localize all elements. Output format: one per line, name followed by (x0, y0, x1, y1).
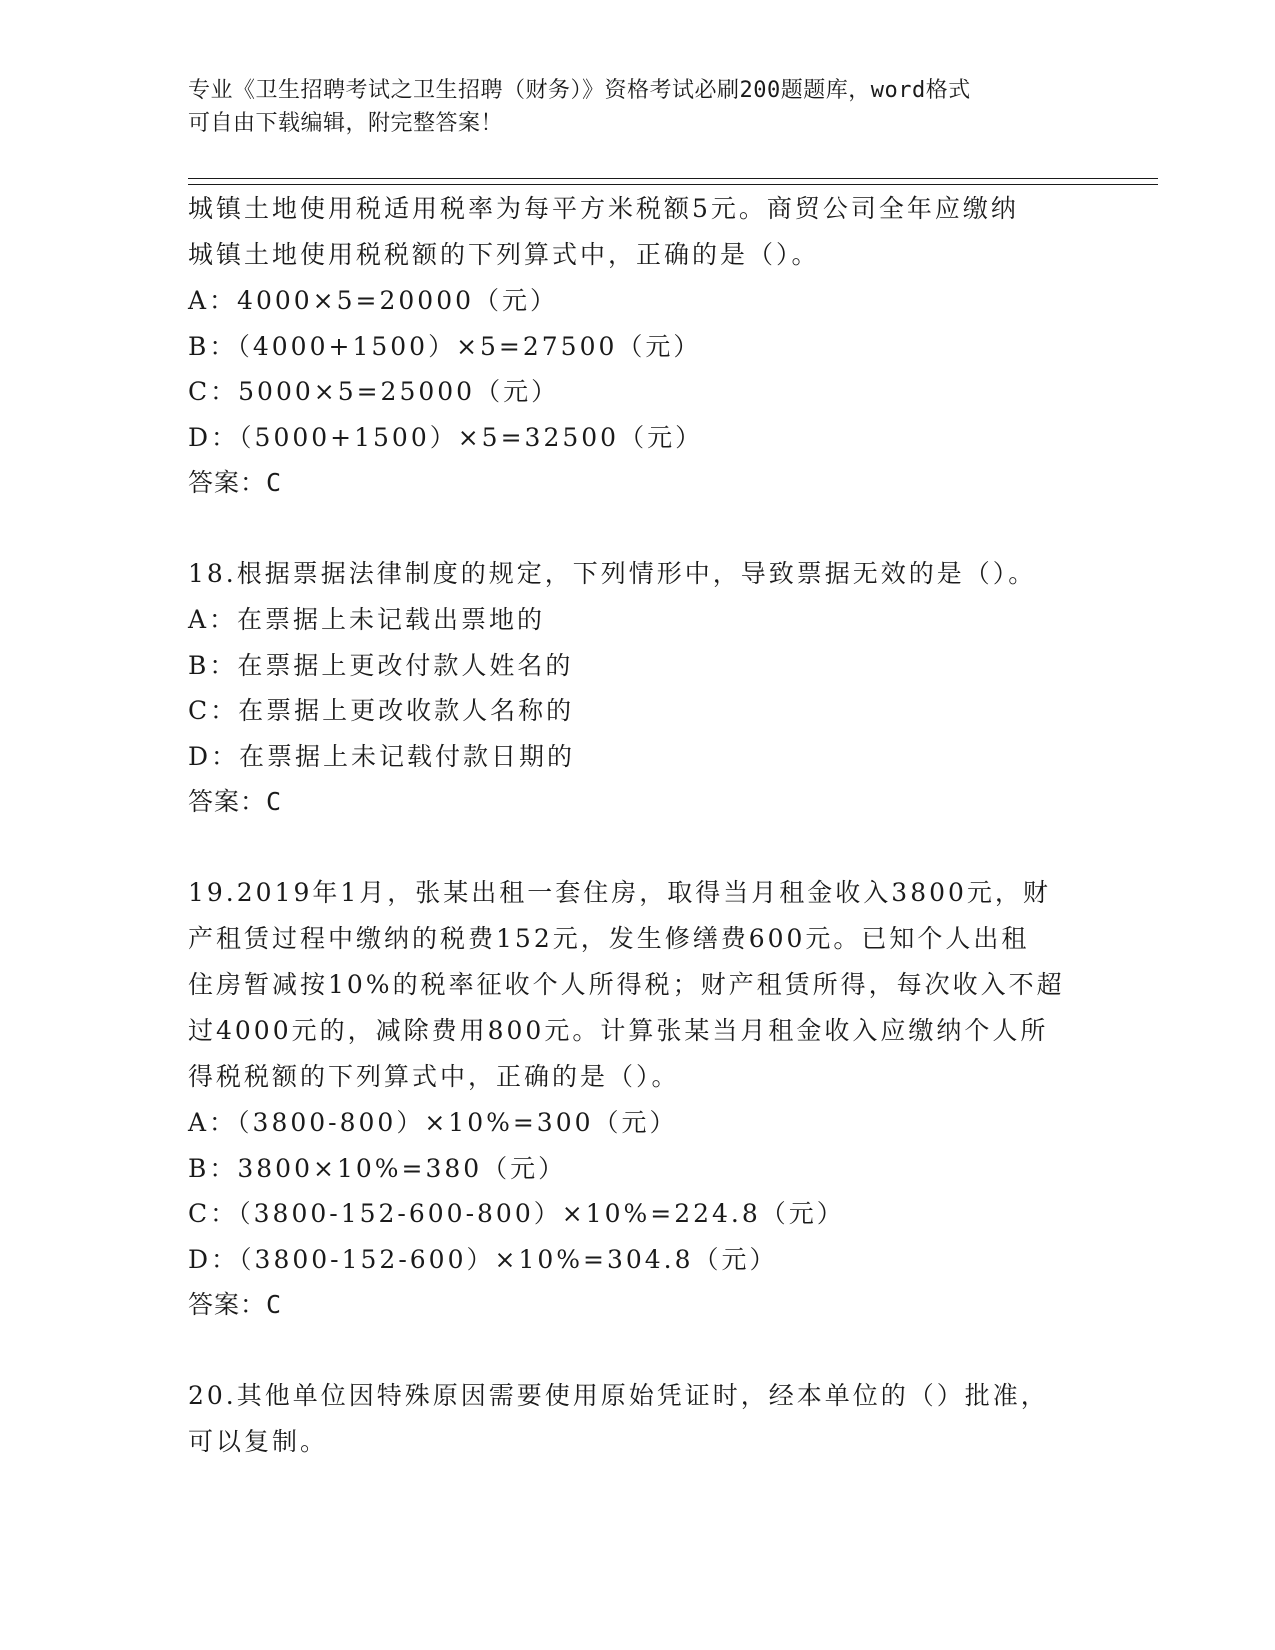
answer-line: 答案：C (188, 787, 283, 816)
option-b: B：在票据上更改付款人姓名的 (188, 650, 574, 680)
header-title-line-1: 专业《卫生招聘考试之卫生招聘（财务）》资格考试必刷200题题库，word格式 (188, 78, 971, 103)
option-b: B：3800×10%=380（元） (188, 1153, 567, 1183)
question-18 (188, 551, 1088, 825)
question-stem-line: 过4000元的，减除费用800元。计算张某当月租金收入应缴纳个人所 (188, 1016, 1049, 1045)
question-stem-line: 住房暂减按10%的税率征收个人所得税；财产租赁所得，每次收入不超 (188, 970, 1065, 999)
option-d: D：在票据上未记载付款日期的 (188, 741, 576, 771)
option-c: C：在票据上更改收款人名称的 (188, 696, 575, 725)
option-a: A：在票据上未记载出票地的 (188, 605, 546, 634)
question-stem-line: 可以复制。 (188, 1427, 329, 1456)
option-d: D：（5000+1500）×5=32500（元） (188, 422, 704, 452)
option-c: C：（3800-152-600-800）×10%=224.8（元） (188, 1199, 845, 1228)
question-17 (188, 186, 1088, 506)
header-divider-top (188, 178, 1158, 179)
header-divider-bottom (188, 184, 1158, 185)
question-stem-line: 城镇土地使用税税额的下列算式中，正确的是（）。 (188, 240, 820, 269)
answer-line: 答案：C (188, 1290, 283, 1319)
option-a: A：4000×5=20000（元） (188, 286, 559, 315)
question-spacer (188, 506, 1088, 551)
question-spacer (188, 1328, 1088, 1373)
question-19 (188, 870, 1088, 1328)
option-b: B：（4000+1500）×5=27500（元） (188, 331, 702, 361)
question-stem-line: 城镇土地使用税适用税率为每平方米税额5元。商贸公司全年应缴纳 (188, 194, 1019, 223)
header-title-line-2: 可自由下载编辑，附完整答案！ (188, 111, 504, 136)
question-list (188, 186, 1088, 1465)
question-stem-line: 18.根据票据法律制度的规定，下列情形中，导致票据无效的是（）。 (188, 559, 1037, 588)
question-stem-line: 19.2019年1月，张某出租一套住房，取得当月租金收入3800元，财 (188, 878, 1051, 907)
answer-line: 答案：C (188, 468, 283, 497)
question-stem-line: 20.其他单位因特殊原因需要使用原始凭证时，经本单位的（）批准， (188, 1381, 1049, 1410)
question-spacer (188, 825, 1088, 870)
document-header (188, 74, 1068, 140)
question-20 (188, 1373, 1088, 1465)
option-a: A：（3800-800）×10%=300（元） (188, 1108, 678, 1137)
question-stem-line: 得税税额的下列算式中，正确的是（）。 (188, 1062, 680, 1091)
option-c: C：5000×5=25000（元） (188, 377, 560, 406)
option-d: D：（3800-152-600）×10%=304.8（元） (188, 1244, 778, 1274)
question-stem-line: 产租赁过程中缴纳的税费152元，发生修缮费600元。已知个人出租 (188, 924, 1030, 953)
